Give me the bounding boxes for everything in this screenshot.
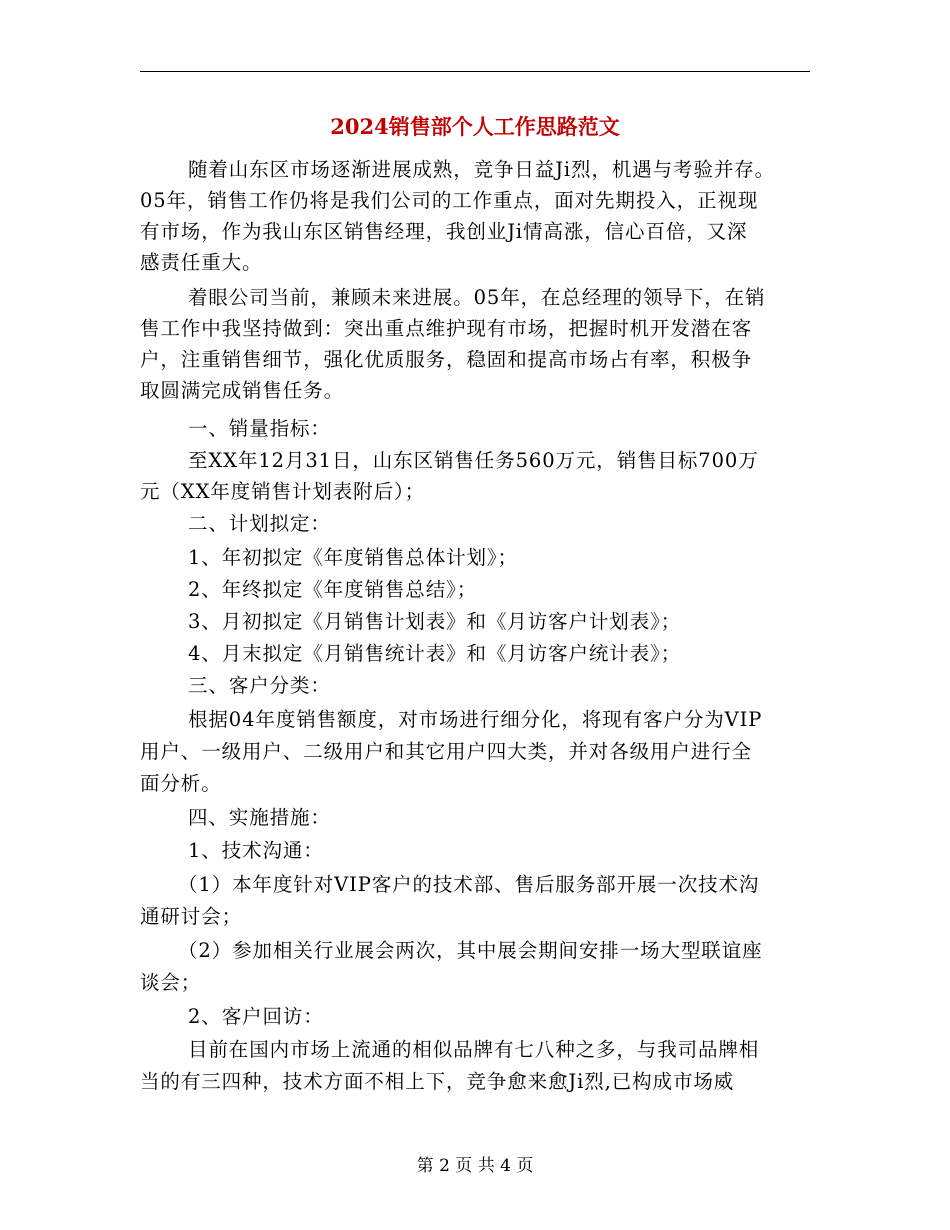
document-title: 2024销售部个人工作思路范文: [330, 114, 620, 139]
body-line: 至XX年12月31日，山东区销售任务560万元，销售目标700万: [188, 449, 759, 472]
body-line: 感责任重大。: [140, 251, 263, 274]
body-line: 1、技术沟通：: [188, 839, 324, 862]
body-line: 目前在国内市场上流通的相似品牌有七八种之多，与我司品牌相: [188, 1038, 760, 1061]
body-line: （2）参加相关行业展会两次，其中展会期间安排一场大型联谊座: [178, 939, 763, 962]
body-line: 通研讨会；: [140, 905, 243, 928]
body-line: 元（XX年度销售计划表附后）；: [140, 480, 426, 503]
body-line: 谈会；: [140, 971, 202, 994]
body-line: 3、月初拟定《月销售计划表》和《月访客户计划表》；: [188, 610, 682, 633]
body-line: 一、销量指标：: [188, 417, 331, 440]
body-line: 户，注重销售细节，强化优质服务，稳固和提高市场占有率，积极争: [140, 348, 753, 371]
body-line: 四、实施措施：: [188, 806, 331, 829]
body-line: 用户、一级用户、二级用户和其它用户四大类，并对各级用户进行全: [140, 740, 753, 763]
body-line: 取圆满完成销售任务。: [140, 379, 345, 402]
body-line: 售工作中我坚持做到：突出重点维护现有市场，把握时机开发潜在客: [140, 317, 753, 340]
body-line: 4、月末拟定《月销售统计表》和《月访客户统计表》；: [188, 642, 682, 665]
body-line: 根据04年度销售额度，对市场进行细分化，将现有客户分为VIP: [188, 708, 763, 731]
body-line: 三、客户分类：: [188, 674, 331, 697]
body-line: 着眼公司当前，兼顾未来进展。05年，在总经理的领导下，在销: [188, 286, 766, 309]
body-line: 面分析。: [140, 772, 222, 795]
body-line: 1、年初拟定《年度销售总体计划》；: [188, 546, 518, 569]
body-line: 当的有三四种，技术方面不相上下，竞争愈来愈Ji烈,已构成市场威: [140, 1070, 735, 1093]
header-rule: [140, 71, 810, 72]
body-line: 05年，销售工作仍将是我们公司的工作重点，面对先期投入，正视现: [140, 189, 759, 212]
body-line: 随着山东区市场逐渐进展成熟，竞争日益Ji烈，机遇与考验并存。: [188, 158, 776, 181]
body-line: 二、计划拟定：: [188, 512, 331, 535]
body-line: 2、客户回访：: [188, 1005, 324, 1028]
body-line: （1）本年度针对VIP客户的技术部、售后服务部开展一次技术沟: [178, 873, 760, 896]
body-line: 有市场，作为我山东区销售经理，我创业Ji情高涨，信心百倍，又深: [140, 220, 748, 243]
page-number: 第 2 页 共 4 页: [416, 1156, 534, 1176]
body-line: 2、年终拟定《年度销售总结》；: [188, 578, 478, 601]
